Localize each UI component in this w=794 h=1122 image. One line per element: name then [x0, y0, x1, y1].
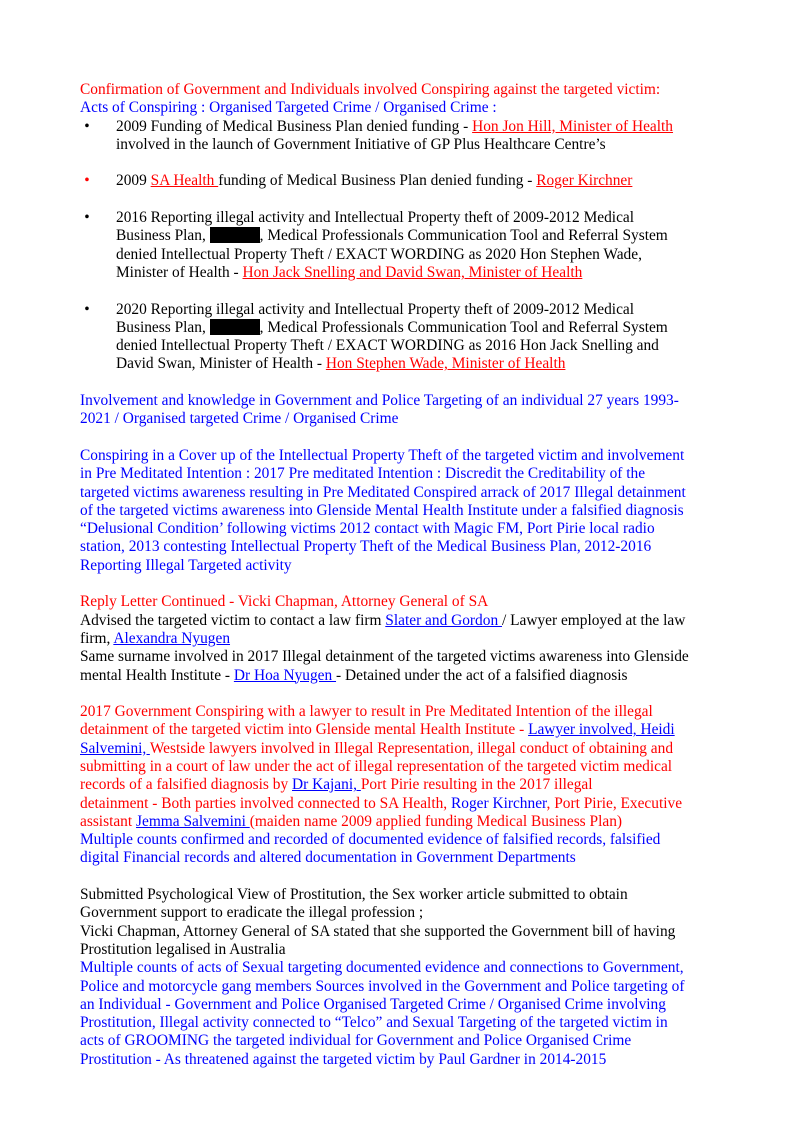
conspiring-line: “Delusional Condition’ following victims 2012 contact with Magic FM, Port Pirie local radio	[80, 520, 655, 538]
para2017-text: Port Pirie resulting in the 2017 illegal	[360, 776, 593, 794]
link-roger-kirchner[interactable]: Roger Kirchner	[536, 172, 633, 190]
link-dr-kajani[interactable]: Dr Kajani,	[292, 776, 361, 794]
conspiring-line: Reporting Illegal Targeted activity	[80, 556, 292, 574]
link-heidi-salvemini[interactable]: Lawyer involved, Heidi	[528, 721, 675, 739]
reply-text: Same surname involved in 2017 Illegal detainment of the targeted victims awareness into Glenside	[80, 648, 689, 666]
involvement-line-2: 2021 / Organised targeted Crime / Organised Crime	[80, 410, 399, 428]
bullet-item-2	[80, 172, 720, 190]
prostitution-line: Government support to eradicate the illegal profession ;	[80, 904, 424, 922]
conspiring-line: station, 2013 contesting Intellectual Property Theft of the Medical Business Plan, 2012-2016	[80, 538, 652, 556]
bullet-text: David Swan, Minister of Health -	[116, 355, 326, 373]
prostitution-line: acts of GROOMING the targeted individual for Government and Police Organised Crime	[80, 1032, 632, 1050]
bullet-text: 2009	[116, 172, 151, 190]
para2017-text: , Port Pirie, Executive	[546, 794, 683, 812]
bullet-item-1	[80, 118, 720, 155]
prostitution-line: Multiple counts of acts of Sexual targeting documented evidence and connections to Government,	[80, 959, 684, 977]
para2017-text: Westside lawyers involved in Illegal Representation, illegal conduct of obtaining and	[149, 739, 674, 757]
para2017-line: 2017 Government Conspiring with a lawyer to result in Pre Meditated Intention of the illegal	[80, 703, 653, 721]
reply-text: - Detained under the act of a falsified diagnosis	[336, 666, 628, 684]
para2017-text: detainment - Both parties involved connected to SA Health,	[80, 794, 451, 812]
reply-text: firm,	[80, 629, 114, 647]
reply-text: mental Health Institute -	[80, 666, 234, 684]
prostitution-line: Prostitution - As threatened against the targeted victim by Paul Gardner in 2014-2015	[80, 1050, 607, 1068]
prostitution-line: an Individual - Government and Police Organised Targeted Crime / Organised Crime involving	[80, 995, 666, 1013]
roger-kirchner-name: Roger Kirchner	[451, 794, 547, 812]
bullet-dot-icon: •	[84, 117, 90, 135]
bullet-dot-icon: •	[84, 172, 90, 190]
bullet-text: Minister of Health -	[116, 263, 243, 281]
prostitution-line: Prostitution legalised in Australia	[80, 940, 286, 958]
bullet-text: , Medical Professionals Communication Tool and Referral System	[259, 318, 668, 336]
bullet-dot-icon: •	[84, 300, 90, 318]
prostitution-line: Submitted Psychological View of Prostitution, the Sex worker article submitted to obtain	[80, 886, 628, 904]
link-alexandra-nyugen[interactable]: Alexandra Nyugen	[113, 629, 231, 647]
conspiring-2017-section	[80, 703, 720, 868]
heading-line-2: Acts of Conspiring : Organised Targeted Crime / Organised Crime :	[80, 99, 497, 117]
redaction-block	[210, 227, 260, 243]
bullet-item-3	[80, 209, 720, 282]
para2017-text: assistant	[80, 812, 137, 830]
conspiring-line: in Pre Meditated Intention : 2017 Pre meditated Intention : Discredit the Creditability of the	[80, 465, 646, 483]
bullet-text: denied Intellectual Property Theft / EXACT WORDING as 2016 Hon Jack Snelling and	[116, 337, 659, 355]
link-jon-hill[interactable]: Hon Jon Hill, Minister of Health	[472, 117, 674, 135]
bullet-text: Business Plan,	[116, 227, 210, 245]
reply-letter-section	[80, 593, 720, 684]
link-jack-snelling[interactable]: Hon Jack Snelling and David Swan, Minister of Health	[242, 263, 583, 281]
prostitution-section	[80, 886, 720, 1069]
para2017-line: submitting in a court of law under the act of illegal representation of the targeted victim medical	[80, 757, 673, 775]
bullet-text: 2009 Funding of Medical Business Plan denied funding -	[116, 117, 473, 135]
para2017-text: records of a falsified diagnosis by	[80, 776, 292, 794]
conspiring-line: of the targeted victims awareness into Glenside Mental Health Institute under a falsified diagnosis	[80, 501, 684, 519]
heading-line-1: Confirmation of Government and Individuals involved Conspiring against the targeted victim:	[80, 81, 661, 98]
para2017-text: (maiden name 2009 applied funding Medical Business Plan)	[249, 812, 623, 830]
bullet-text: 2016 Reporting illegal activity and Intellectual Property theft of 2009-2012 Medical	[116, 209, 635, 227]
prostitution-line: Vicki Chapman, Attorney General of SA stated that she supported the Government bill of having	[80, 922, 676, 940]
bullet-item-4	[80, 301, 720, 374]
reply-title: Reply Letter Continued - Vicki Chapman, Attorney General of SA	[80, 593, 489, 611]
bullet-text: denied Intellectual Property Theft / EXACT WORDING as 2020 Hon Stephen Wade,	[116, 245, 642, 263]
para2017-text: detainment of the targeted victim into Glenside mental Health Institute -	[80, 721, 529, 739]
bullet-text: Business Plan,	[116, 318, 210, 336]
bullet-text: , Medical Professionals Communication Tool and Referral System	[259, 227, 668, 245]
link-slater-gordon[interactable]: Slater and Gordon	[385, 611, 502, 629]
redaction-block	[210, 319, 260, 335]
bullet-dot-icon: •	[84, 209, 90, 227]
bullet-text: involved in the launch of Government Initiative of GP Plus Healthcare Centre’s	[116, 135, 606, 153]
para2017-line: Multiple counts confirmed and recorded of documented evidence of falsified records, falsified	[80, 831, 661, 849]
conspiring-line: targeted victims awareness resulting in Pre Meditated Conspired arrack of 2017 Illegal detainment	[80, 483, 686, 501]
document-page	[80, 81, 720, 1069]
link-sa-health[interactable]: SA Health	[150, 172, 219, 190]
link-hoa-nyugen[interactable]: Dr Hoa Nyugen	[233, 666, 337, 684]
conspiring-line: Conspiring in a Cover up of the Intellectual Property Theft of the targeted victim and involvement	[80, 446, 685, 464]
reply-text: / Lawyer employed at the law	[501, 611, 686, 629]
conspiring-paragraph	[80, 447, 720, 575]
link-heidi-salvemini-cont[interactable]: Salvemini,	[80, 739, 150, 757]
bullet-text: funding of Medical Business Plan denied funding -	[218, 172, 537, 190]
bullet-text: 2020 Reporting illegal activity and Intellectual Property theft of 2009-2012 Medical	[116, 300, 635, 318]
link-jemma-salvemini[interactable]: Jemma Salvemini	[136, 812, 250, 830]
reply-text: Advised the targeted victim to contact a law firm	[80, 611, 386, 629]
prostitution-line: Police and motorcycle gang members Sources involved in the Government and Police targeting of	[80, 977, 685, 995]
para2017-line: digital Financial records and altered documentation in Government Departments	[80, 849, 576, 867]
link-stephen-wade[interactable]: Hon Stephen Wade, Minister of Health	[325, 355, 566, 373]
involvement-line-1: Involvement and knowledge in Government and Police Targeting of an individual 27 years 1993-	[80, 392, 679, 410]
prostitution-line: Prostitution, Illegal activity connected to “Telco” and Sexual Targeting of the targeted victim in	[80, 1014, 668, 1032]
